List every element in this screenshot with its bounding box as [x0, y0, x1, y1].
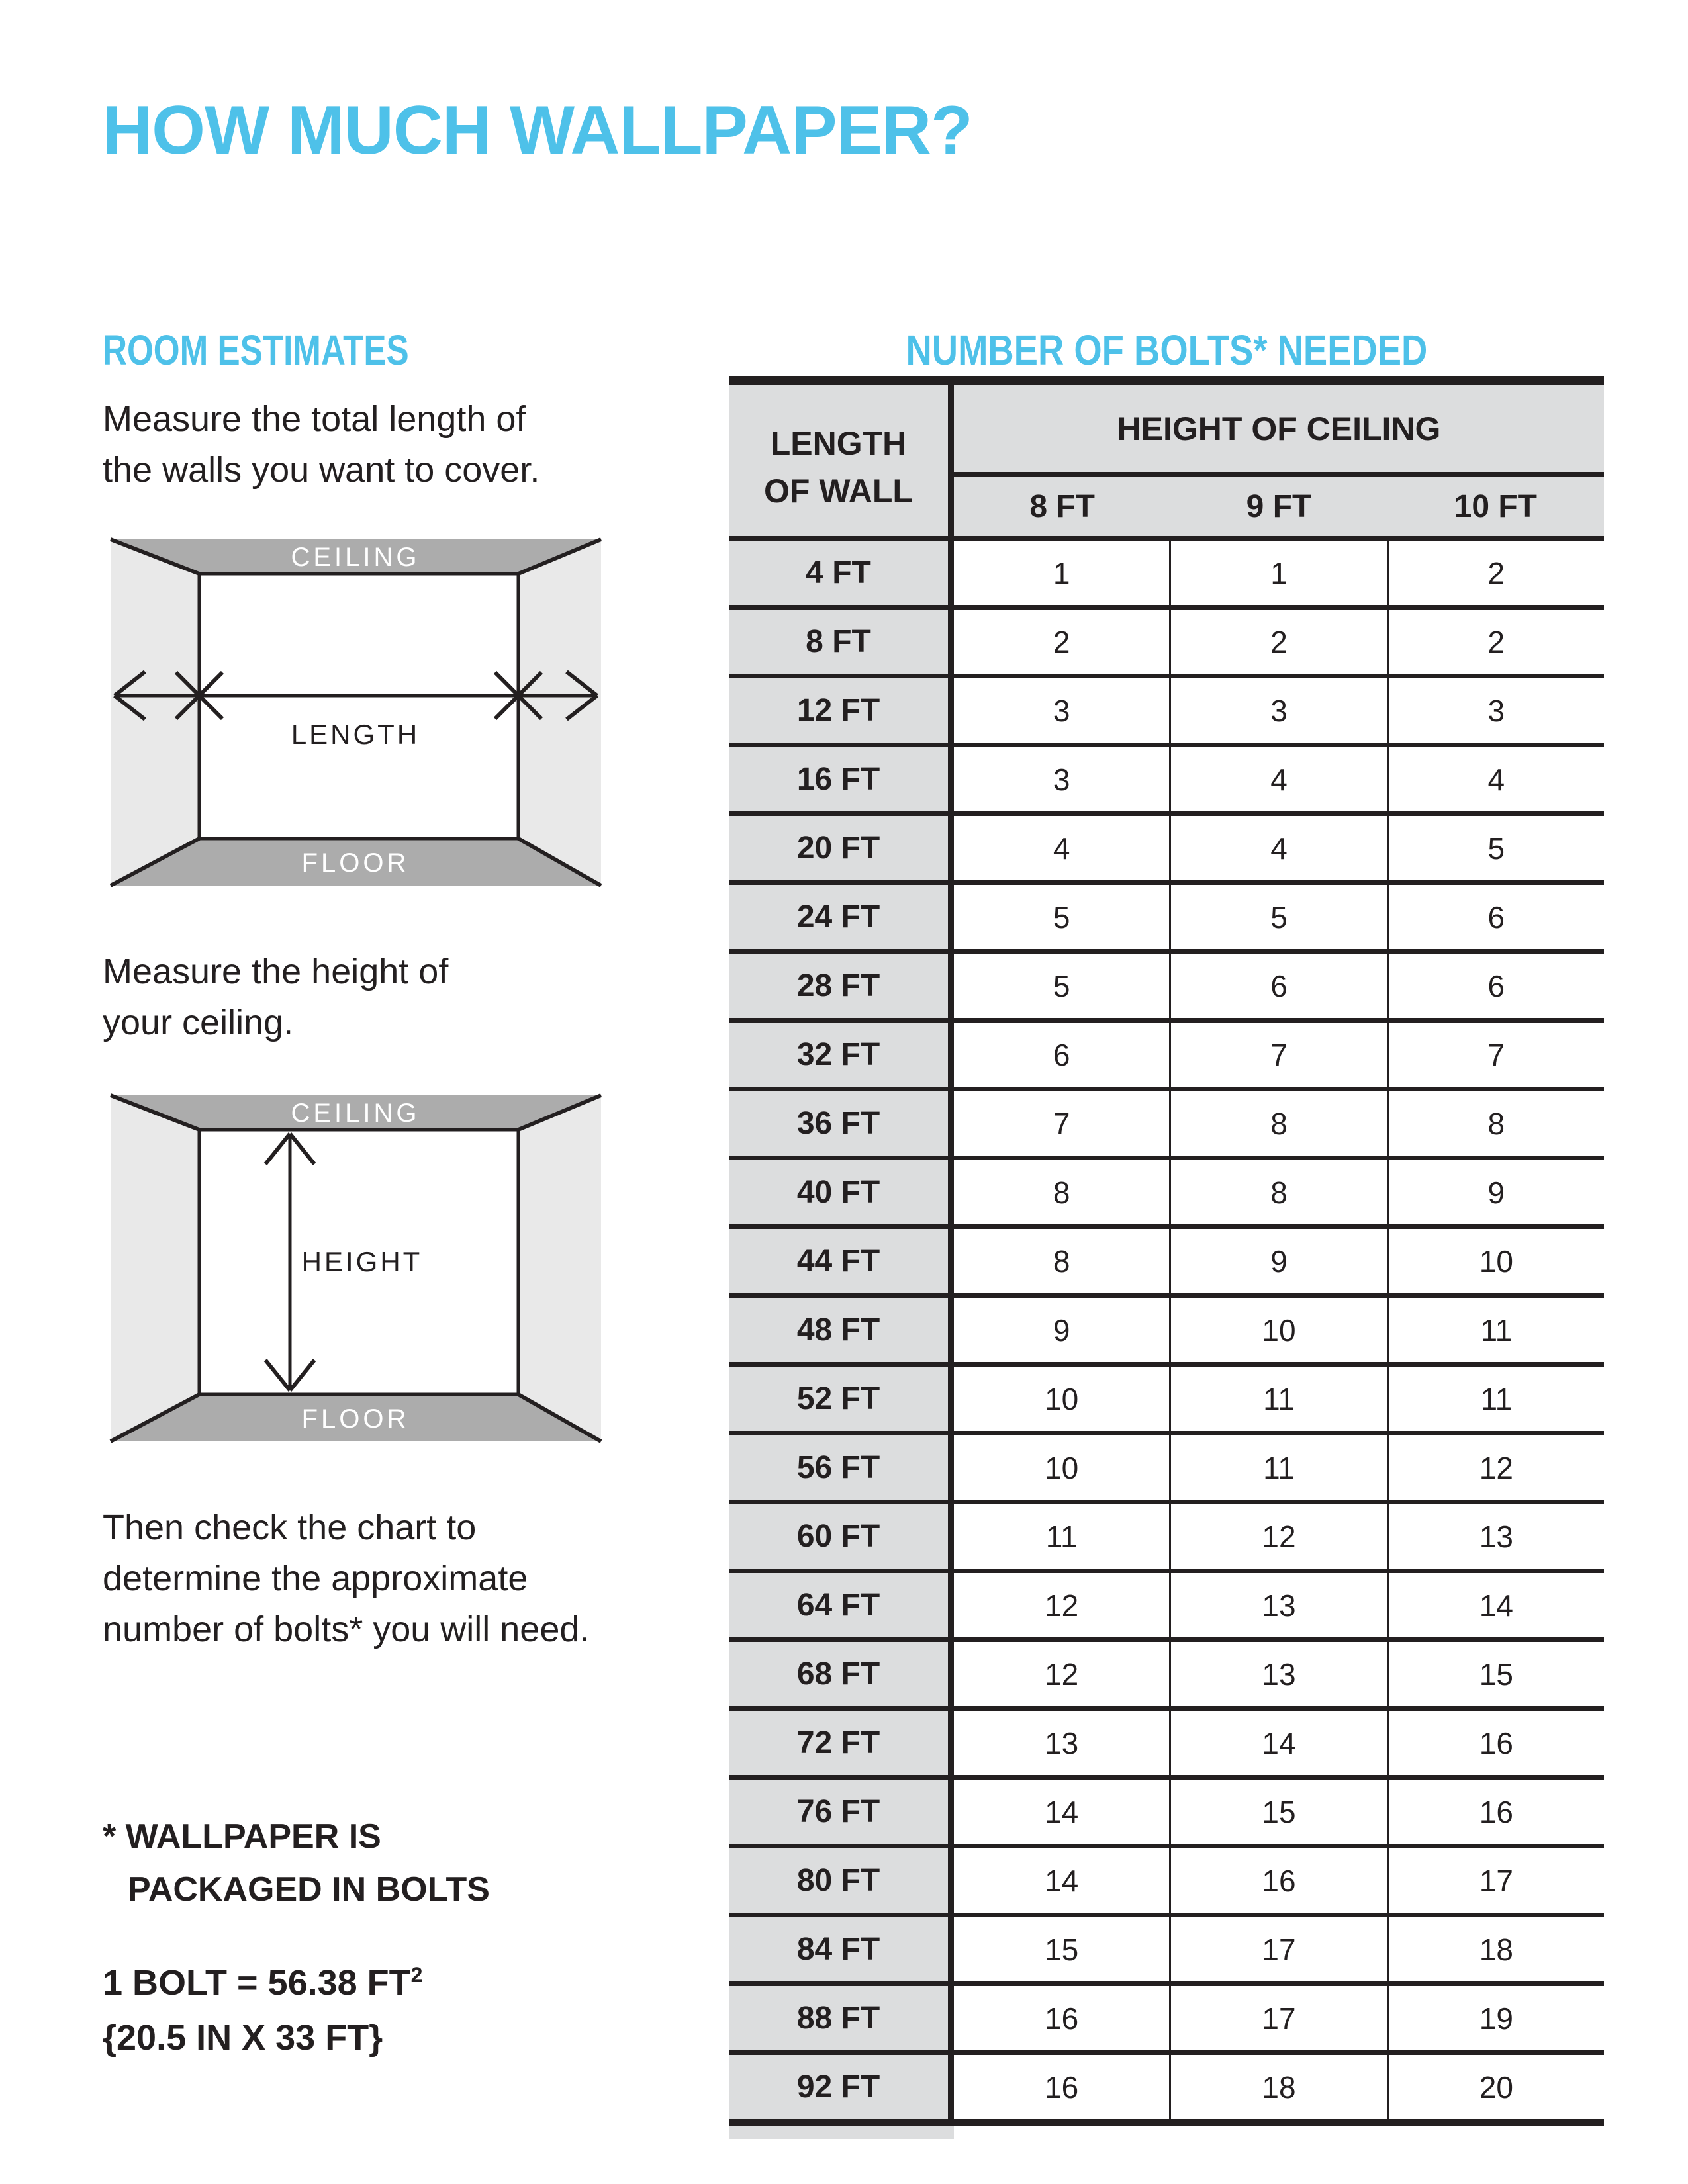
table-row — [729, 536, 1604, 605]
bolts-value-cell: 8 — [1169, 1160, 1386, 1224]
bolts-value-cell: 10 — [1387, 1229, 1604, 1293]
bolts-value-cell: 15 — [954, 1917, 1169, 1981]
bolts-value-cell: 13 — [954, 1711, 1169, 1775]
bolts-needed-heading: NUMBER OF BOLTS* NEEDED — [906, 326, 1427, 374]
bolts-value-cell: 4 — [954, 816, 1169, 880]
row-vertical-divider — [948, 1573, 954, 1637]
wall-length-cell: 36 FT — [729, 1091, 948, 1156]
height-of-ceiling-header: HEIGHT OF CEILING 8 FT 9 FT 10 FT — [954, 385, 1604, 536]
bolts-value-cell: 14 — [1387, 1573, 1604, 1637]
bolts-value-cell: 4 — [1169, 747, 1386, 811]
bolts-value-cell: 14 — [1169, 1711, 1386, 1775]
header-vertical-divider — [948, 385, 954, 536]
bolts-value-cell: 3 — [1387, 678, 1604, 743]
wall-length-cell: 68 FT — [729, 1642, 948, 1706]
bolts-value-cell: 12 — [1169, 1504, 1386, 1569]
table-row — [729, 1844, 1604, 1913]
wall-length-cell: 80 FT — [729, 1848, 948, 1913]
table-row — [729, 605, 1604, 674]
label-column-stub — [729, 2126, 954, 2139]
bolts-value-cell: 4 — [1169, 816, 1386, 880]
bolts-value-cell: 9 — [1169, 1229, 1386, 1293]
table-row — [729, 1362, 1604, 1431]
row-vertical-divider — [948, 541, 954, 605]
row-vertical-divider — [948, 1917, 954, 1981]
bolts-table — [729, 376, 1604, 2139]
instruction-measure-length: Measure the total length of the walls you want to cover. — [103, 399, 540, 490]
bolts-value-cell: 17 — [1387, 1848, 1604, 1913]
left-wall-surface — [111, 539, 199, 886]
wall-length-cell: 12 FT — [729, 678, 948, 743]
table-row — [729, 674, 1604, 743]
bolts-value-cell: 2 — [954, 610, 1169, 674]
row-vertical-divider — [948, 816, 954, 880]
bolts-value-cell: 9 — [954, 1298, 1169, 1362]
row-vertical-divider — [948, 678, 954, 743]
bolts-value-cell: 8 — [954, 1229, 1169, 1293]
wall-length-cell: 52 FT — [729, 1367, 948, 1431]
bolts-value-cell: 12 — [1387, 1435, 1604, 1500]
table-row — [729, 1500, 1604, 1569]
floor-label: FLOOR — [301, 848, 410, 878]
wall-length-cell: 60 FT — [729, 1504, 948, 1569]
table-row — [729, 2050, 1604, 2119]
bolts-value-cell: 4 — [1387, 747, 1604, 811]
bolts-value-cell: 1 — [954, 541, 1169, 605]
bolts-value-cell: 3 — [954, 747, 1169, 811]
bolts-value-cell: 9 — [1387, 1160, 1604, 1224]
row-vertical-divider — [948, 2055, 954, 2119]
table-row — [729, 1293, 1604, 1362]
wall-length-cell: 24 FT — [729, 885, 948, 949]
room-length-diagram — [103, 531, 609, 893]
table-row — [729, 743, 1604, 811]
bolts-value-cell: 8 — [954, 1160, 1169, 1224]
table-row — [729, 1569, 1604, 1637]
bolts-value-cell: 7 — [1387, 1023, 1604, 1087]
bolts-value-cell: 20 — [1387, 2055, 1604, 2119]
wall-length-cell: 92 FT — [729, 2055, 948, 2119]
bolts-value-cell: 14 — [954, 1780, 1169, 1844]
bolts-value-cell: 12 — [954, 1642, 1169, 1706]
row-vertical-divider — [948, 1367, 954, 1431]
bolts-value-cell: 16 — [1387, 1780, 1604, 1844]
row-vertical-divider — [948, 1780, 954, 1844]
row-vertical-divider — [948, 1504, 954, 1569]
row-vertical-divider — [948, 885, 954, 949]
bolts-value-cell: 6 — [954, 1023, 1169, 1087]
row-vertical-divider — [948, 1229, 954, 1293]
bolts-value-cell: 2 — [1169, 610, 1386, 674]
wall-length-cell: 64 FT — [729, 1573, 948, 1637]
bolts-value-cell: 16 — [954, 2055, 1169, 2119]
wall-length-cell: 28 FT — [729, 954, 948, 1018]
bolts-value-cell: 13 — [1169, 1573, 1386, 1637]
right-wall-surface — [518, 1095, 601, 1441]
table-row — [729, 1706, 1604, 1775]
ceiling-height-columns — [954, 477, 1604, 536]
table-row — [729, 1224, 1604, 1293]
wall-length-cell: 8 FT — [729, 610, 948, 674]
bolts-value-cell: 11 — [954, 1504, 1169, 1569]
bolts-value-cell: 6 — [1387, 954, 1604, 1018]
table-row — [729, 1018, 1604, 1087]
bolts-value-cell: 3 — [1169, 678, 1386, 743]
table-rows — [729, 536, 1604, 2119]
table-bottom-bar — [729, 2119, 1604, 2126]
row-vertical-divider — [948, 1986, 954, 2050]
bolts-value-cell: 11 — [1387, 1298, 1604, 1362]
ceiling-label: CEILING — [291, 1099, 420, 1128]
bolts-value-cell: 5 — [954, 885, 1169, 949]
bolts-value-cell: 3 — [954, 678, 1169, 743]
bolts-value-cell: 14 — [954, 1848, 1169, 1913]
row-vertical-divider — [948, 1642, 954, 1706]
left-wall-surface — [111, 1095, 199, 1441]
col-header-10ft: 10 FT — [1454, 488, 1537, 524]
room-estimates-heading: ROOM ESTIMATES — [103, 326, 409, 374]
bolts-value-cell: 1 — [1169, 541, 1386, 605]
bolts-value-cell: 13 — [1387, 1504, 1604, 1569]
wall-length-cell: 56 FT — [729, 1435, 948, 1500]
wall-length-cell: 76 FT — [729, 1780, 948, 1844]
row-vertical-divider — [948, 610, 954, 674]
bolts-value-cell: 19 — [1387, 1986, 1604, 2050]
length-label: LENGTH — [291, 719, 420, 750]
wall-length-cell: 32 FT — [729, 1023, 948, 1087]
table-row — [729, 949, 1604, 1018]
bolts-value-cell: 11 — [1169, 1367, 1386, 1431]
col-header-8ft: 8 FT — [1029, 488, 1095, 524]
bolts-value-cell: 8 — [1169, 1091, 1386, 1156]
bolts-value-cell: 10 — [954, 1367, 1169, 1431]
table-row — [729, 1775, 1604, 1844]
page-title: HOW MUCH WALLPAPER? — [103, 92, 972, 169]
bolts-value-cell: 5 — [1387, 816, 1604, 880]
table-row — [729, 811, 1604, 880]
row-vertical-divider — [948, 1160, 954, 1224]
table-row — [729, 1913, 1604, 1981]
bolts-value-cell: 5 — [1169, 885, 1386, 949]
wall-length-cell: 4 FT — [729, 541, 948, 605]
bolts-value-cell: 16 — [1169, 1848, 1386, 1913]
row-vertical-divider — [948, 1023, 954, 1087]
bolts-value-cell: 15 — [1387, 1642, 1604, 1706]
bolts-value-cell: 10 — [954, 1435, 1169, 1500]
bolts-value-cell: 11 — [1387, 1367, 1604, 1431]
bolts-value-cell: 7 — [954, 1091, 1169, 1156]
ceiling-height-diagram — [103, 1087, 609, 1449]
wall-length-cell: 84 FT — [729, 1917, 948, 1981]
bolts-value-cell: 10 — [1169, 1298, 1386, 1362]
back-wall — [199, 574, 518, 839]
floor-label: FLOOR — [301, 1404, 410, 1433]
row-vertical-divider — [948, 1435, 954, 1500]
table-row — [729, 1087, 1604, 1156]
bolts-value-cell: 5 — [954, 954, 1169, 1018]
wall-length-cell: 44 FT — [729, 1229, 948, 1293]
wall-length-cell: 48 FT — [729, 1298, 948, 1362]
bolts-value-cell: 17 — [1169, 1917, 1386, 1981]
ceiling-label: CEILING — [291, 543, 420, 572]
row-vertical-divider — [948, 954, 954, 1018]
header-divider-line — [954, 472, 1604, 477]
bolts-value-cell: 13 — [1169, 1642, 1386, 1706]
table-row — [729, 1637, 1604, 1706]
bolts-value-cell: 15 — [1169, 1780, 1386, 1844]
height-label: HEIGHT — [301, 1246, 423, 1277]
col-header-9ft: 9 FT — [1246, 488, 1312, 524]
wall-length-cell: 72 FT — [729, 1711, 948, 1775]
instruction-check-chart: Then check the chart to determine the approximate number of bolts* you will need. — [103, 1508, 590, 1649]
table-row — [729, 1431, 1604, 1500]
squared-superscript: 2 — [410, 1963, 423, 1987]
bolts-value-cell: 16 — [1387, 1711, 1604, 1775]
right-wall-surface — [518, 539, 601, 886]
wall-length-cell: 16 FT — [729, 747, 948, 811]
bolts-value-cell: 6 — [1387, 885, 1604, 949]
row-vertical-divider — [948, 1848, 954, 1913]
row-vertical-divider — [948, 1091, 954, 1156]
bolts-value-cell: 6 — [1169, 954, 1386, 1018]
bolts-value-cell: 11 — [1169, 1435, 1386, 1500]
bolts-footnote: * WALLPAPER IS PACKAGED IN BOLTS — [103, 1817, 490, 1909]
bolt-equation: 1 BOLT = 56.38 $FT^2$ — [103, 1963, 423, 2003]
table-row — [729, 1156, 1604, 1224]
bolts-value-cell: 2 — [1387, 541, 1604, 605]
bolts-value-cell: 17 — [1169, 1986, 1386, 2050]
row-vertical-divider — [948, 1298, 954, 1362]
row-vertical-divider — [948, 747, 954, 811]
table-row — [729, 1981, 1604, 2050]
wall-length-cell: 88 FT — [729, 1986, 948, 2050]
bolts-value-cell: 2 — [1387, 610, 1604, 674]
table-top-bar — [729, 376, 1604, 385]
table-row — [729, 880, 1604, 949]
bolt-dimensions: {20.5 IN X 33 FT} — [103, 2018, 383, 2058]
wall-length-cell: 40 FT — [729, 1160, 948, 1224]
table-header — [729, 385, 1604, 536]
bolts-value-cell: 12 — [954, 1573, 1169, 1637]
row-vertical-divider — [948, 1711, 954, 1775]
bolts-value-cell: 18 — [1387, 1917, 1604, 1981]
bolts-value-cell: 16 — [954, 1986, 1169, 2050]
bolts-value-cell: 7 — [1169, 1023, 1386, 1087]
bolts-value-cell: 18 — [1169, 2055, 1386, 2119]
bolts-value-cell: 8 — [1387, 1091, 1604, 1156]
wall-length-cell: 20 FT — [729, 816, 948, 880]
instruction-measure-height: Measure the height of your ceiling. — [103, 952, 449, 1042]
length-of-wall-header: LENGTH OF WALL — [764, 425, 913, 510]
